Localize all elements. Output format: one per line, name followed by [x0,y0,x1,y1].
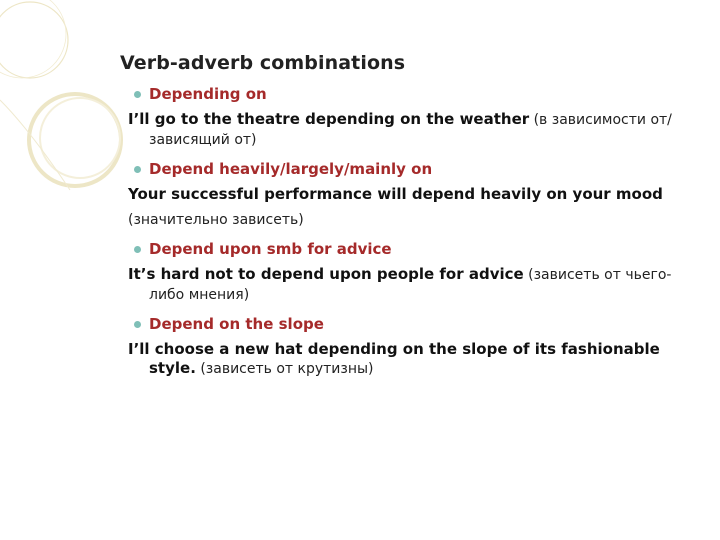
example-translation: (в зависимости от/зависящий от) [149,112,672,148]
example-sentence [128,110,700,150]
example-translation: (зависеть от чьего-либо мнения) [149,267,672,303]
example-sentence [128,185,700,204]
bullet-label: Depend upon smb for advice [149,240,392,258]
bullet-label: Depend on the slope [149,315,324,333]
bullet-label: Depending on [149,85,267,103]
bullet-dot-icon [134,321,141,328]
example-sentence [128,340,700,379]
bullet-dot-icon [134,166,141,173]
example-sentence [128,265,700,305]
example-english: I’ll go to the theatre depending on the weather [128,110,530,128]
bullet-item [120,239,700,259]
example-translation: (значительно зависеть) [128,212,304,228]
decorative-circles [0,0,140,200]
content-list [120,84,700,379]
example-sentence [128,210,700,230]
bullet-item [120,84,700,104]
slide-content [120,52,700,379]
slide-title: Verb-adverb combinations [120,52,406,74]
bullet-dot-icon [134,91,141,98]
example-translation: (зависеть от крутизны) [195,361,374,377]
example-english: It’s hard not to depend upon people for advice [128,265,524,283]
bullet-item [120,314,700,334]
bullet-item [120,159,700,179]
example-english: I’ll choose a new hat depending on the slope of its fashionable style. [128,340,660,377]
example-english: Your successful performance will depend heavily on your mood [128,185,663,203]
bullet-dot-icon [134,246,141,253]
bullet-label: Depend heavily/largely/mainly on [149,160,433,178]
